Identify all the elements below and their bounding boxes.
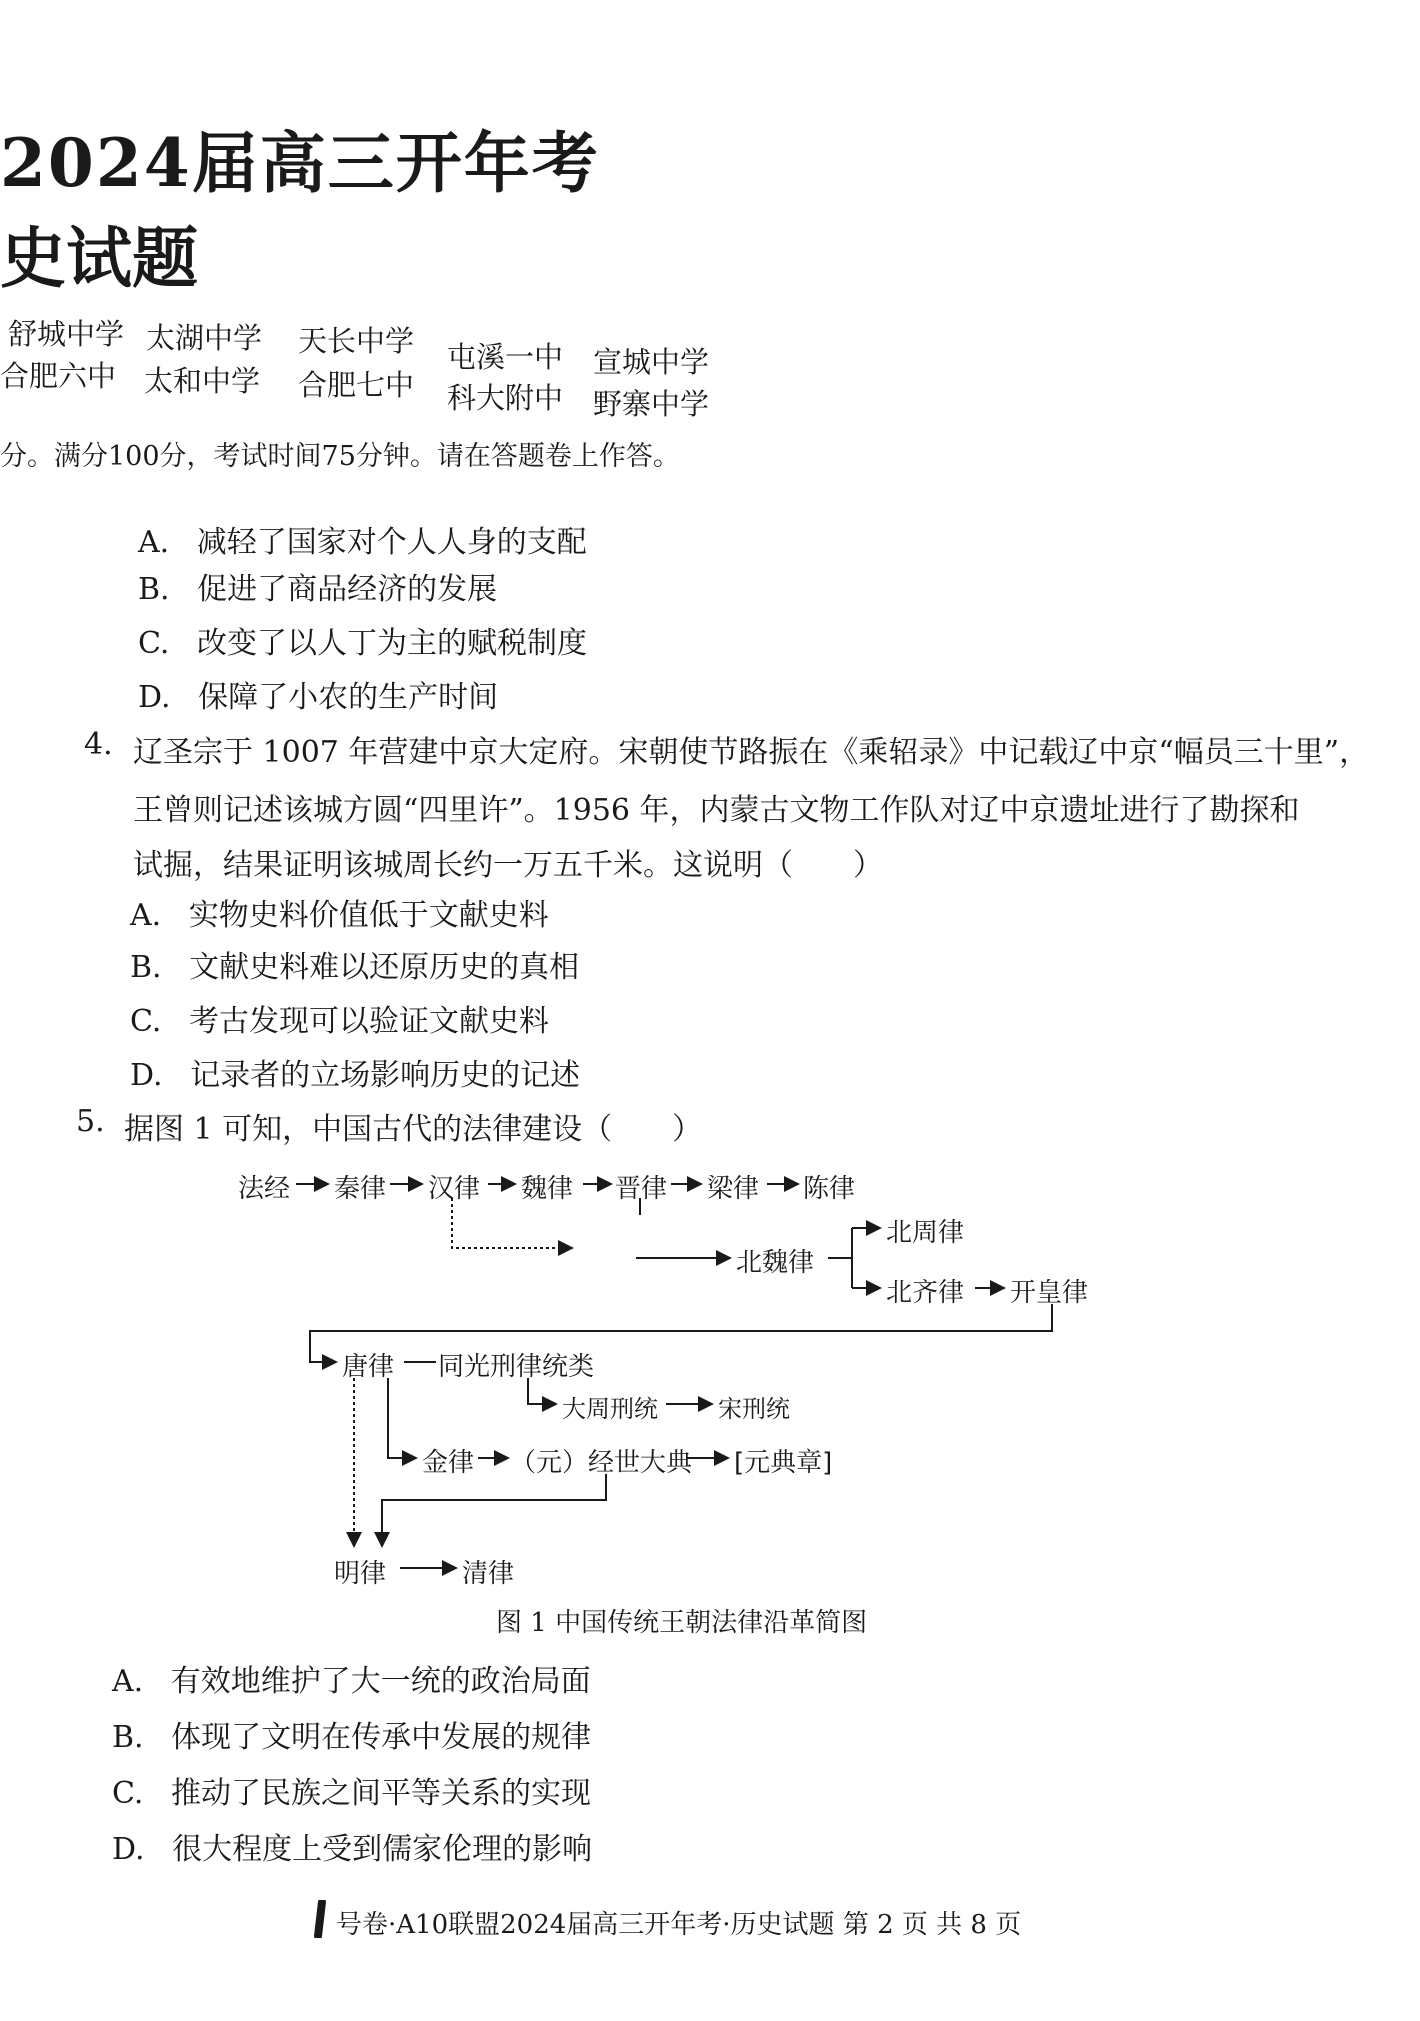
option-text: 体现了文明在传承中发展的规律 — [171, 1720, 592, 1755]
school-name: 宣城中学 — [593, 345, 710, 379]
node-lianglv: 梁律 — [707, 1174, 760, 1204]
node-jinlv-jin: 晋律 — [615, 1174, 668, 1204]
option-letter: D. — [112, 1832, 145, 1867]
option-letter: A. — [138, 525, 170, 560]
school-name: 舒城中学 — [8, 317, 125, 351]
node-qinlv: 秦律 — [334, 1174, 387, 1204]
q4-stem-line: 试掘，结果证明该城周长约一万五千米。这说明（ ） — [133, 848, 883, 883]
school-name: 太湖中学 — [146, 321, 263, 355]
school-name: 科大附中 — [447, 381, 564, 415]
node-beizhoulv: 北周律 — [886, 1218, 965, 1248]
option-text: 考古发现可以验证文献史料 — [188, 1004, 549, 1039]
option-text: 推动了民族之间平等关系的实现 — [170, 1776, 591, 1811]
option-letter: C. — [138, 626, 170, 661]
page-footer: 号卷·A10联盟2024届高三开年考·历史试题 第 2 页 共 8 页 — [336, 1910, 1022, 1940]
node-kaihuanglv: 开皇律 — [1010, 1278, 1089, 1308]
option-text: 记录者的立场影响历史的记述 — [190, 1058, 581, 1093]
option-letter: C. — [112, 1776, 144, 1811]
option-letter: C. — [130, 1004, 162, 1039]
school-name: 合肥七中 — [298, 368, 415, 402]
option-letter: B. — [130, 950, 162, 985]
school-name: 太和中学 — [144, 364, 261, 398]
q5-stem: 据图 1 可知，中国古代的法律建设（ ） — [124, 1112, 703, 1147]
exam-subtitle: 史试题 — [0, 219, 198, 297]
school-name: 野寨中学 — [593, 387, 710, 421]
option-letter: B. — [112, 1720, 144, 1755]
node-tongguang: 同光刑律统类 — [438, 1352, 595, 1382]
option-letter: D. — [130, 1058, 163, 1093]
option-letter: D. — [138, 680, 171, 715]
node-songxingtong: 宋刑统 — [718, 1395, 790, 1423]
node-chenlv: 陈律 — [803, 1174, 856, 1204]
q4-number: 4. — [84, 727, 113, 762]
option-text: 改变了以人丁为主的赋税制度 — [196, 626, 587, 661]
node-jingshi: （元）经世大典 — [510, 1448, 693, 1478]
node-jinlv: 金律 — [422, 1448, 475, 1478]
node-qinglv: 清律 — [462, 1559, 515, 1589]
q5-option-c — [112, 1768, 591, 1812]
option-text: 保障了小农的生产时间 — [198, 680, 499, 715]
q4-stem-line: 王曾则记述该城方圆“四里许”。1956 年，内蒙古文物工作队对辽中京遗址进行了勘探和 — [133, 793, 1300, 828]
exam-title: 2024届高三开年考 — [0, 124, 600, 202]
option-text: 减轻了国家对个人人身的支配 — [196, 525, 587, 560]
option-text: 很大程度上受到儒家伦理的影响 — [172, 1832, 593, 1867]
option-letter: A. — [112, 1664, 144, 1699]
q5-option-b — [112, 1712, 591, 1756]
node-beiqilv: 北齐律 — [886, 1278, 965, 1308]
node-tanglv: 唐律 — [342, 1352, 395, 1382]
option-letter: A. — [130, 898, 162, 933]
option-text: 促进了商品经济的发展 — [197, 572, 498, 607]
node-yuandianzhang: [元典章] — [734, 1448, 833, 1478]
q5-option-a — [112, 1656, 591, 1700]
node-hanlv: 汉律 — [428, 1174, 481, 1204]
exam-instructions: 分。满分100分，考试时间75分钟。请在答题卷上作答。 — [0, 441, 680, 472]
figure-caption: 图 1 中国传统王朝法律沿革简图 — [496, 1608, 868, 1638]
logo-mark — [310, 1900, 330, 1938]
q5-option-d — [112, 1824, 592, 1868]
node-minglv: 明律 — [334, 1559, 387, 1589]
node-weilv: 魏律 — [521, 1174, 574, 1204]
node-beiweilv: 北魏律 — [736, 1248, 815, 1278]
school-name: 合肥六中 — [0, 359, 117, 393]
node-dazhou: 大周刑统 — [562, 1395, 658, 1423]
q4-stem-line: 辽圣宗于 1007 年营建中京大定府。宋朝使节路振在《乘轺录》中记载辽中京“幅员三十里”， — [133, 735, 1370, 770]
node-fajing: 法经 — [238, 1174, 291, 1204]
q5-number: 5. — [76, 1104, 105, 1139]
option-text: 文献史料难以还原历史的真相 — [189, 950, 580, 985]
option-letter: B. — [138, 572, 170, 607]
option-text: 实物史料价值低于文献史料 — [188, 898, 549, 933]
option-text: 有效地维护了大一统的政治局面 — [170, 1664, 591, 1699]
school-name: 天长中学 — [298, 324, 415, 358]
school-name: 屯溪一中 — [447, 340, 564, 374]
